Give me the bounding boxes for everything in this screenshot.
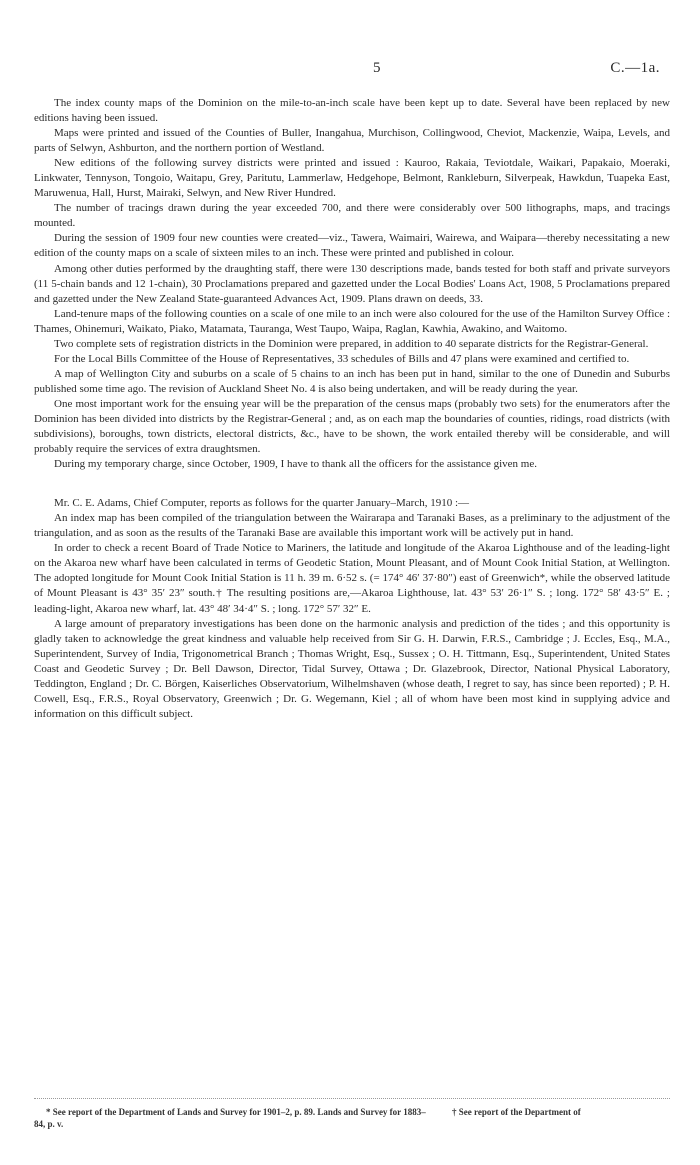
- section-gap: [34, 472, 670, 496]
- paragraph: One most important work for the ensuing year will be the preparation of the census maps (probably two sets) for the enumerators after the Dominion has been divided into districts by the Registrar-General ; and, as on each map the boundaries of counties, ridings, road districts (with subdivisions), boroughs, town districts, electoral districts, &c., have to be shown, the work entailed thereby will be considerable, and will probably require the services of extra draughtsmen.: [34, 397, 670, 456]
- document-code: C.—1a.: [610, 60, 660, 76]
- paragraph: Two complete sets of registration districts in the Dominion were prepared, in addition to 40 separate districts for the Registrar-General.: [54, 337, 649, 350]
- footnote-left: * See report of the Department of Lands and Survey for 1901–2, p. 89. Lands and Survey for 1883–84, p. v.: [34, 1107, 426, 1129]
- report-intro: Mr. C. E. Adams, Chief Computer, reports as follows for the quarter January–March, 1910 :—: [54, 497, 470, 510]
- paragraph: New editions of the following survey districts were printed and issued : Kauroo, Rakaia, Teviotdale, Waikari, Papakaio, Moeraki, Linkwater, Tennyson, Tongoio, Waitapu, Grey, Paritutu, Lammerlaw, Hedgehope, Belmont, Rankleburn, Silverpeak, Hawkdun, Tuapeka East, Maruwenua, Hall, Hurst, Mairaki, Selwyn, and New River Hundred.: [34, 157, 670, 200]
- footnote-divider: [34, 1098, 670, 1099]
- page-header: [40, 60, 660, 80]
- paragraph: A large amount of preparatory investigations has been done on the harmonic analysis and prediction of the tides ; and this opportunity is gladly taken to acknowledge the great kindness and valuable help received from Sir G. H. Darwin, F.R.S., Cambridge ; J. Eccles, Esq., M.A., Superintendent, Survey of India, Trigonometrical Branch ; Thomas Wright, Esq., Sussex ; O. H. Tittmann, Esq., Superintendent, United States Coast and Geodetic Survey ; Dr. Bell Dawson, Director, Tidal Survey, Ottawa ; Dr. Glazebrook, Director, National Physical Laboratory, Teddington, England ; Dr. C. Börgen, Kaiserliches Observatorium, Wilhelmshaven (whose death, I regret to say, has since been reported) ; P. H. Cowell, Esq., F.R.S., Royal Observatory, Greenwich ; Dr. G. Wegemann, Kiel ; all of whom have been most kind in supplying advice and information on this difficult subject.: [34, 617, 670, 720]
- paragraph: For the Local Bills Committee of the House of Representatives, 33 schedules of Bills and 47 plans were examined and certified to.: [54, 352, 630, 365]
- paragraph: An index map has been compiled of the triangulation between the Wairarapa and Taranaki Bases, as a preliminary to the adjustment of the triangulation, and as soon as the results of the Taranaki Base are available this important work will be actively put in hand.: [34, 512, 670, 540]
- paragraph: Among other duties performed by the draughting staff, there were 130 descriptions made, bands tested for both staff and private surveyors (11 5-chain bands and 12 1-chain), 30 Proclamations prepared and gazetted under the Local Bodies' Loans Act, 1908, 5 Proclamations prepared and gazetted under the New Zealand State-guaranteed Advances Act, 1909. Plans drawn on deeds, 33.: [34, 262, 670, 305]
- paragraph: Maps were printed and issued of the Counties of Buller, Inangahua, Murchison, Collingwood, Cheviot, Mackenzie, Waipa, Levels, and parts of Selwyn, Ashburton, and the northern portion of Westland.: [34, 127, 670, 155]
- paragraph: During the session of 1909 four new counties were created—viz., Tawera, Waimairi, Wairewa, and Waipara—thereby necessitating a new edition of the county maps on a scale of sixteen miles to an inch. These were printed and published in colour.: [34, 232, 670, 260]
- page-number: 5: [373, 60, 381, 76]
- body-text: [34, 96, 670, 722]
- paragraph: The number of tracings drawn during the year exceeded 700, and there were considerably over 500 lithographs, maps, and tracings mounted.: [34, 202, 670, 230]
- paragraph: The index county maps of the Dominion on the mile-to-an-inch scale have been kept up to date. Several have been replaced by new editions having been issued.: [34, 97, 670, 125]
- paragraph: During my temporary charge, since October, 1909, I have to thank all the officers for the assistance given me.: [54, 458, 537, 471]
- footnote-right: † See report of the Department of: [452, 1107, 581, 1117]
- paragraph: Land-tenure maps of the following counties on a scale of one mile to an inch were also coloured for the use of the Hamilton Survey Office : Thames, Ohinemuri, Waikato, Piako, Matamata, Tauranga, West Taupo, Waipa, Raglan, Kawhia, Awakino, and Waitomo.: [34, 307, 670, 335]
- paragraph: A map of Wellington City and suburbs on a scale of 5 chains to an inch has been put in hand, similar to the one of Dunedin and Suburbs published some time ago. The revision of Auckland Sheet No. 4 is also being undertaken, and will be ready during the year.: [34, 367, 670, 395]
- paragraph: In order to check a recent Board of Trade Notice to Mariners, the latitude and longitude of the Akaroa Lighthouse and of the leading-light on the Akaroa new wharf have been calculated in terms of Geodetic Station, Mount Pleasant, and of Mount Cook Initial Station, at Wellington. The adopted longitude for Mount Cook Initial Station is 11 h. 39 m. 6·52 s. (= 174° 46′ 37·80″) east of Greenwich*, while the observed latitude of Mount Pleasant is 43° 35′ 23″ south.† The resulting positions are,—Akaroa Lighthouse, lat. 43° 53′ 26·1″ S. ; long. 172° 58′ 43·5″ E. ; leading-light, Akaroa new wharf, lat. 43° 48′ 34·4″ S. ; long. 172° 57′ 32″ E.: [34, 542, 670, 615]
